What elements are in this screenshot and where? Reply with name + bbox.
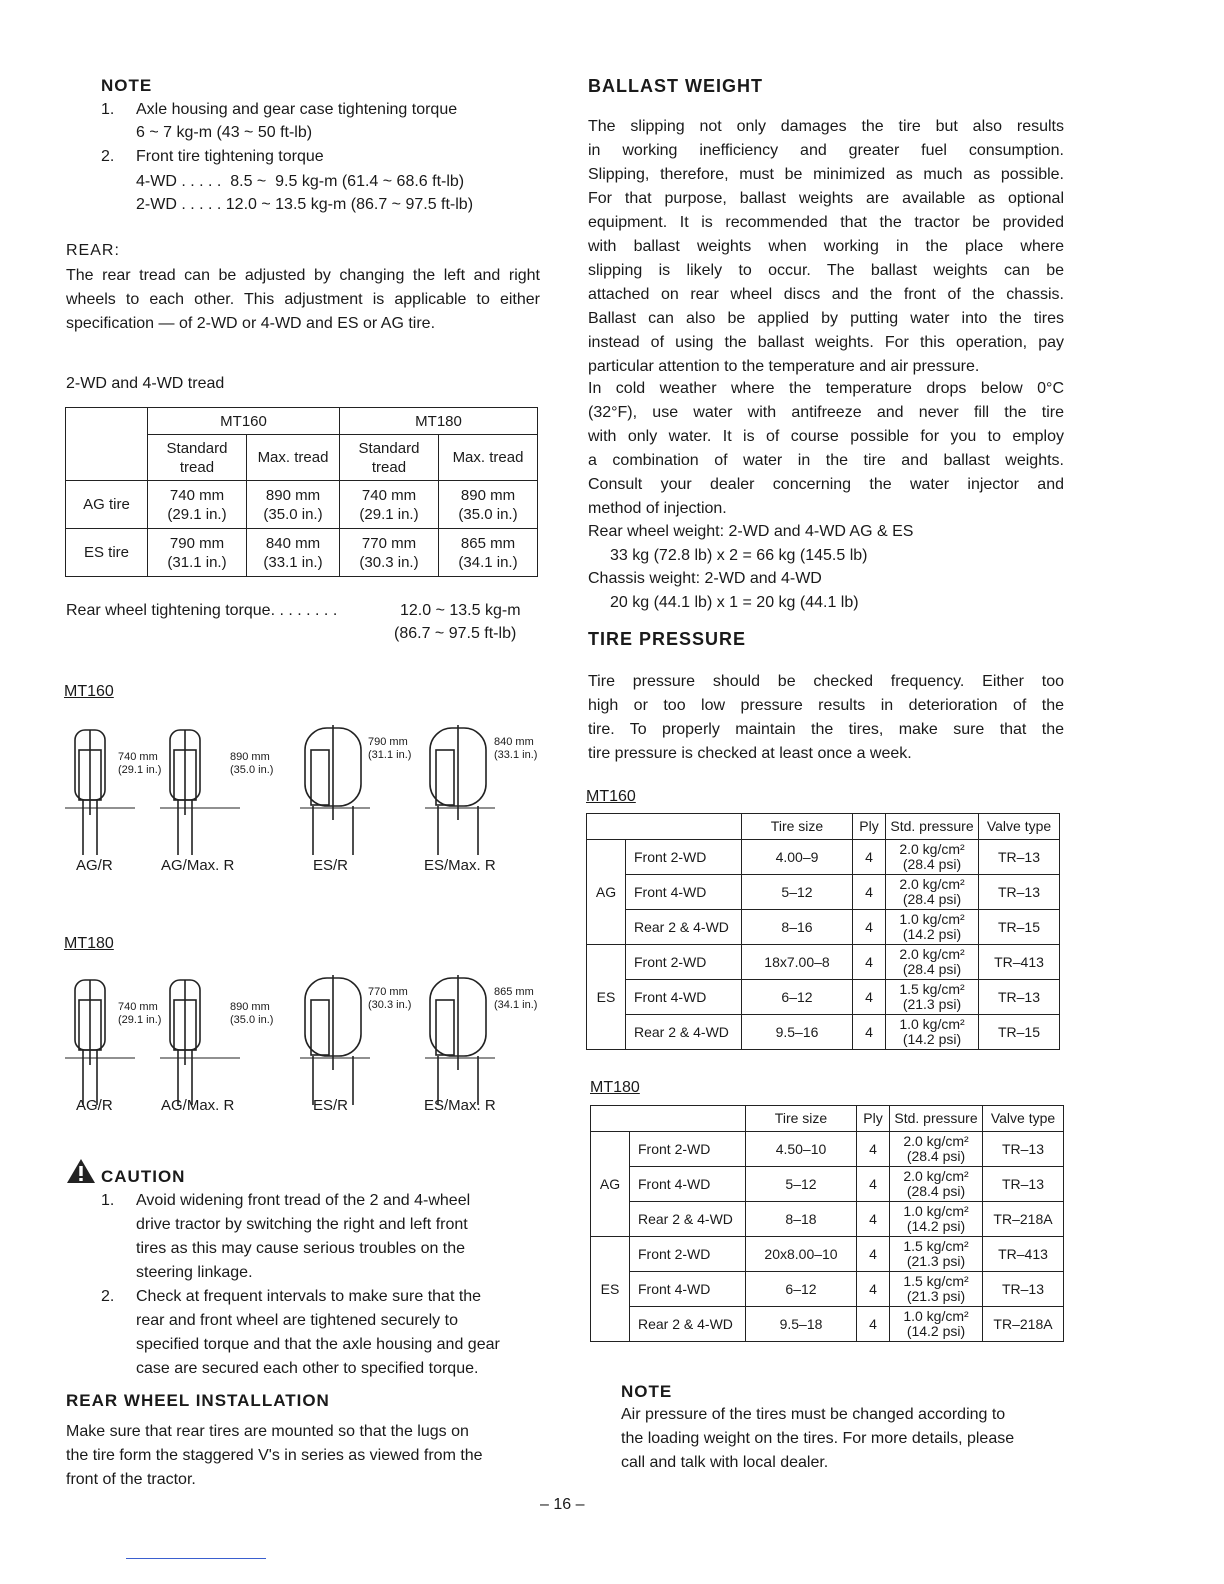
tp-position: Rear 2 & 4-WD	[626, 910, 742, 945]
tp-pressure	[890, 1132, 983, 1167]
rwi-title: REAR WHEEL INSTALLATION	[66, 1391, 330, 1410]
tp-pressure-metric: 1.0 kg/cm²	[899, 1016, 965, 1032]
note-item-2-sub2: 2-WD . . . . . 12.0 ~ 13.5 kg-m (86.7 ~ 97.5 ft-lb)	[136, 196, 474, 213]
tp-group-label: ES	[587, 945, 626, 1050]
tp-position: Front 4-WD	[626, 875, 742, 910]
tread-cell: 740 mm (29.1 in.)	[148, 481, 247, 529]
tread-model-mt180: MT180	[340, 408, 538, 435]
tp-position: Front 2-WD	[626, 840, 742, 875]
note-item-2-sub1: 4-WD . . . . . 8.5 ~ 9.5 kg-m (61.4 ~ 68.6 ft-lb)	[136, 173, 465, 190]
tp-group-label: ES	[591, 1237, 630, 1342]
rear-paragraph: The rear tread can be adjusted by changing the left and right wheels to each other. This adjustment is applicable to either specification — of 2-WD or 4-WD and ES or AG tire.	[66, 267, 540, 332]
tp-valve-type: TR–413	[979, 945, 1060, 980]
caution-item-2-num: 2.	[101, 1288, 115, 1305]
tread-diagram-label: AG/R	[76, 857, 113, 874]
tread-cell: 840 mm (33.1 in.)	[247, 529, 340, 577]
tp-pressure-metric: 2.0 kg/cm²	[903, 1133, 969, 1149]
tread-diagram-label: AG/R	[76, 1097, 113, 1114]
tp-pressure-psi: (14.2 psi)	[902, 926, 962, 942]
tread-cell: 890 mm (35.0 in.)	[247, 481, 340, 529]
tp-header-cell: Std. pressure	[890, 1106, 983, 1132]
rear-title: REAR:	[66, 242, 120, 259]
tp-group-label: AG	[591, 1132, 630, 1237]
tread-col-header: Max. tread	[247, 435, 340, 481]
tp-row	[587, 840, 1060, 875]
tp-ply: 4	[857, 1202, 890, 1237]
caution-item-1-num: 1.	[101, 1192, 115, 1209]
tread-row-label: AG tire	[66, 481, 148, 529]
note-item-2-text: Front tire tightening torque	[136, 148, 324, 165]
tread-col-header: Standard tread	[340, 435, 439, 481]
tp-header-blank	[591, 1106, 746, 1132]
note-item-1-text: Axle housing and gear case tightening torque	[136, 101, 458, 118]
tread-row-label: ES tire	[66, 529, 148, 577]
tread-diagram-label: ES/R	[313, 857, 349, 874]
caution-item-2: Check at frequent intervals to make sure that the rear and front wheel are tightened securely to specified torque and that the axle housing and gear case are secured each other to specified torque.	[136, 1288, 500, 1377]
tp-header-cell: Tire size	[742, 814, 853, 840]
tp-position: Front 4-WD	[630, 1167, 746, 1202]
tp-header-cell: Std. pressure	[886, 814, 979, 840]
tp-valve-type: TR–15	[979, 910, 1060, 945]
tp-row	[591, 1272, 1064, 1307]
tp-pressure	[886, 980, 979, 1015]
tp-position: Front 2-WD	[630, 1237, 746, 1272]
tp-valve-type: TR–13	[979, 840, 1060, 875]
tp-row	[587, 910, 1060, 945]
ballast-line: instead of using the ballast weights. For this operation, pay	[588, 334, 1064, 351]
tp-pressure	[890, 1237, 983, 1272]
tread-cell: 790 mm (31.1 in.)	[148, 529, 247, 577]
tp-tire-size: 5–12	[746, 1167, 857, 1202]
tp-tire-size: 4.00–9	[742, 840, 853, 875]
tp-row	[591, 1307, 1064, 1342]
tread-col-header: Standard tread	[148, 435, 247, 481]
caution-item-1: Avoid widening front tread of the 2 and 4-wheel drive tractor by switching the right and left front tires as this may cause serious troubles on the steering linkage.	[136, 1192, 471, 1281]
ballast-line: with ballast weights when working in the place where	[588, 238, 1064, 255]
tp-pressure-metric: 1.0 kg/cm²	[903, 1203, 969, 1219]
note-item-1-num: 1.	[101, 101, 115, 118]
tp-position: Rear 2 & 4-WD	[630, 1307, 746, 1342]
diagram-model: MT180	[64, 935, 114, 952]
tp-valve-type: TR–15	[979, 1015, 1060, 1050]
tp-pressure-psi: (28.4 psi)	[906, 1148, 966, 1164]
tp-valve-type: TR–13	[983, 1272, 1064, 1307]
ballast-line: with only water. It is of course possible for you to employ	[588, 428, 1064, 445]
tread-table-corner-lower	[66, 435, 148, 481]
rear-weight-value: 33 kg (72.8 lb) x 2 = 66 kg (145.5 lb)	[610, 547, 868, 564]
tp-pressure-metric: 2.0 kg/cm²	[899, 841, 965, 857]
tp-tire-size: 4.50–10	[746, 1132, 857, 1167]
tp-tire-size: 6–12	[742, 980, 853, 1015]
tp-pressure	[886, 910, 979, 945]
tp-pressure-metric: 2.0 kg/cm²	[899, 946, 965, 962]
ballast-line: Slipping, therefore, must be minimized as much as possible.	[588, 166, 1064, 183]
tp-pressure-psi: (28.4 psi)	[906, 1183, 966, 1199]
tp-position: Front 2-WD	[630, 1132, 746, 1167]
tp-header-cell: Valve type	[979, 814, 1060, 840]
tp-position: Rear 2 & 4-WD	[626, 1015, 742, 1050]
rwi-text: Make sure that rear tires are mounted so that the lugs on the tire form the staggered V's in series as viewed from the front of the tractor.	[66, 1423, 483, 1488]
tire-pressure-title: TIRE PRESSURE	[588, 629, 747, 649]
tp-ply: 4	[853, 945, 886, 980]
tread-diagram-label: ES/Max. R	[424, 1097, 496, 1114]
torque-value-1: 12.0 ~ 13.5 kg-m	[400, 602, 521, 619]
caution-title: CAUTION	[101, 1167, 186, 1186]
tp-header-cell: Valve type	[983, 1106, 1064, 1132]
tire-pressure-table	[590, 1105, 1064, 1342]
tread-model-mt160: MT160	[148, 408, 340, 435]
tp-pressure-metric: 1.0 kg/cm²	[899, 911, 965, 927]
ballast-title: BALLAST WEIGHT	[588, 76, 763, 96]
tp-pressure-psi: (14.2 psi)	[906, 1218, 966, 1234]
tp-valve-type: TR–413	[983, 1237, 1064, 1272]
tp-pressure-psi: (14.2 psi)	[906, 1323, 966, 1339]
tp-pressure-metric: 1.5 kg/cm²	[903, 1238, 969, 1254]
tire-pressure-line: high or too low pressure results in deterioration of the	[588, 697, 1064, 714]
ballast-line: The slipping not only damages the tire but also results	[588, 118, 1064, 135]
tp-ply: 4	[853, 980, 886, 1015]
tp-tire-size: 20x8.00–10	[746, 1237, 857, 1272]
tp-header-cell: Ply	[857, 1106, 890, 1132]
tp-row	[587, 875, 1060, 910]
tp-valve-type: TR–13	[979, 980, 1060, 1015]
tp-pressure-psi: (21.3 psi)	[906, 1253, 966, 1269]
tp-pressure-metric: 1.5 kg/cm²	[899, 981, 965, 997]
tread-table-corner	[66, 408, 148, 435]
tread-table-caption: 2-WD and 4-WD tread	[66, 375, 225, 392]
tp-position: Front 4-WD	[626, 980, 742, 1015]
tp-ply: 4	[853, 1015, 886, 1050]
tp-ply: 4	[857, 1272, 890, 1307]
tp-pressure	[890, 1272, 983, 1307]
tread-cell: 740 mm (29.1 in.)	[340, 481, 439, 529]
tread-cell: 770 mm (30.3 in.)	[340, 529, 439, 577]
tp-position: Rear 2 & 4-WD	[630, 1202, 746, 1237]
tire-pressure-line: tire pressure is checked at least once a week.	[588, 745, 912, 762]
ballast-line: Ballast can also be applied by putting water into the tires	[588, 310, 1064, 327]
tp-pressure	[886, 840, 979, 875]
tp-position: Front 4-WD	[630, 1272, 746, 1307]
note2-title: NOTE	[621, 1382, 673, 1401]
tread-dimension-label: 840 mm (33.1 in.)	[494, 736, 538, 761]
tp-pressure-metric: 2.0 kg/cm²	[899, 876, 965, 892]
tread-table	[65, 407, 538, 577]
tread-dimension-label: 740 mm (29.1 in.)	[118, 751, 162, 776]
tp-tire-size: 8–18	[746, 1202, 857, 1237]
ballast-line: slipping is likely to occur. The ballast weights can be	[588, 262, 1064, 279]
tp-pressure-metric: 1.5 kg/cm²	[903, 1273, 969, 1289]
tp-pressure-psi: (28.4 psi)	[902, 891, 962, 907]
tp-row	[591, 1202, 1064, 1237]
ballast-line: (32°F), use water with antifreeze and never fill the tire	[588, 404, 1064, 421]
chassis-weight-value: 20 kg (44.1 lb) x 1 = 20 kg (44.1 lb)	[610, 594, 859, 611]
tp-valve-type: TR–13	[979, 875, 1060, 910]
page-number: – 16 –	[540, 1496, 585, 1513]
tp-row	[587, 945, 1060, 980]
tp-row	[591, 1167, 1064, 1202]
tire-pressure-line: tire. To properly maintain the tires, make sure that the	[588, 721, 1064, 738]
tp-row	[587, 980, 1060, 1015]
tread-diagram-label: AG/Max. R	[161, 1097, 235, 1114]
tp-ply: 4	[857, 1237, 890, 1272]
tread-cell: 890 mm (35.0 in.)	[439, 481, 538, 529]
tread-diagram-label: AG/Max. R	[161, 857, 235, 874]
tp-header-cell: Tire size	[746, 1106, 857, 1132]
note2-text: Air pressure of the tires must be changed according to the loading weight on the tires. For more details, please call and talk with local dealer.	[621, 1406, 1015, 1471]
ballast-line: a combination of water in the tire and ballast weights.	[588, 452, 1064, 469]
tp-ply: 4	[857, 1307, 890, 1342]
tp-group-label: AG	[587, 840, 626, 945]
tp-pressure	[890, 1202, 983, 1237]
tp-pressure-psi: (28.4 psi)	[902, 856, 962, 872]
tp-position: Front 2-WD	[626, 945, 742, 980]
rear-weight-label: Rear wheel weight: 2-WD and 4-WD AG & ES	[588, 523, 914, 540]
tread-diagram-label: ES/R	[313, 1097, 349, 1114]
tp-valve-type: TR–13	[983, 1132, 1064, 1167]
tread-dimension-label: 890 mm (35.0 in.)	[230, 1001, 274, 1026]
warning-icon	[66, 1158, 96, 1184]
tread-diagram-drawing	[60, 720, 550, 855]
tire-pressure-table	[586, 813, 1060, 1050]
tp-ply: 4	[853, 875, 886, 910]
tp-ply: 4	[857, 1167, 890, 1202]
ballast-line: attached on rear wheel discs and the front of the chassis.	[588, 286, 1064, 303]
tread-dimension-label: 790 mm (31.1 in.)	[368, 736, 412, 761]
ballast-line: method of injection.	[588, 500, 727, 517]
ballast-line: Consult your dealer concerning the water injector and	[588, 476, 1064, 493]
tread-diagram-label: ES/Max. R	[424, 857, 496, 874]
tp-pressure-metric: 2.0 kg/cm²	[903, 1168, 969, 1184]
note-item-1-sub: 6 ~ 7 kg-m (43 ~ 50 ft-lb)	[136, 124, 313, 141]
tread-dimension-label: 740 mm (29.1 in.)	[118, 1001, 162, 1026]
tp-pressure-metric: 1.0 kg/cm²	[903, 1308, 969, 1324]
tp-tire-size: 6–12	[746, 1272, 857, 1307]
ballast-line: For that purpose, ballast weights are available as optional	[588, 190, 1064, 207]
tp-pressure	[886, 875, 979, 910]
tp-tire-size: 8–16	[742, 910, 853, 945]
tread-dimension-label: 865 mm (34.1 in.)	[494, 986, 538, 1011]
tp-tire-size: 9.5–16	[742, 1015, 853, 1050]
tp-valve-type: TR–13	[983, 1167, 1064, 1202]
tp-pressure-psi: (21.3 psi)	[902, 996, 962, 1012]
tp-row	[591, 1132, 1064, 1167]
torque-label: Rear wheel tightening torque. . . . . . . .	[66, 602, 338, 619]
note-title: NOTE	[101, 76, 153, 95]
tp-row	[587, 1015, 1060, 1050]
tp-pressure	[890, 1307, 983, 1342]
tp-pressure	[886, 1015, 979, 1050]
tp-ply: 4	[853, 840, 886, 875]
tp-tire-size: 5–12	[742, 875, 853, 910]
diagram-model: MT160	[64, 683, 114, 700]
tp-header-cell: Ply	[853, 814, 886, 840]
tire-pressure-line: Tire pressure should be checked frequency. Either too	[588, 673, 1064, 690]
tp-pressure-psi: (14.2 psi)	[902, 1031, 962, 1047]
scan-artifact-line	[126, 1558, 266, 1559]
tp-pressure	[886, 945, 979, 980]
tp-header-blank	[587, 814, 742, 840]
ballast-text-2	[588, 377, 1064, 521]
tread-dimension-label: 770 mm (30.3 in.)	[368, 986, 412, 1011]
chassis-weight-label: Chassis weight: 2-WD and 4-WD	[588, 570, 822, 587]
tp-ply: 4	[853, 910, 886, 945]
ballast-line: equipment. It is recommended that the tractor be provided	[588, 214, 1064, 231]
tp-row	[591, 1237, 1064, 1272]
ballast-line: in working inefficiency and greater fuel consumption.	[588, 142, 1064, 159]
ballast-line: In cold weather where the temperature drops below 0°C	[588, 380, 1064, 397]
torque-value-2: (86.7 ~ 97.5 ft-lb)	[394, 625, 517, 642]
ballast-line: particular attention to the temperature and air pressure.	[588, 358, 980, 375]
tp-pressure-psi: (28.4 psi)	[902, 961, 962, 977]
tp-ply: 4	[857, 1132, 890, 1167]
note-item-2-num: 2.	[101, 148, 115, 165]
tread-cell: 865 mm (34.1 in.)	[439, 529, 538, 577]
tread-col-header: Max. tread	[439, 435, 538, 481]
tp-tire-size: 9.5–18	[746, 1307, 857, 1342]
tp-table-model: MT180	[590, 1079, 640, 1096]
tread-diagram-drawing	[60, 970, 550, 1105]
ballast-text-1	[588, 115, 1064, 379]
tp-pressure-psi: (21.3 psi)	[906, 1288, 966, 1304]
tp-table-model: MT160	[586, 788, 636, 805]
tp-tire-size: 18x7.00–8	[742, 945, 853, 980]
tp-valve-type: TR–218A	[983, 1202, 1064, 1237]
tp-valve-type: TR–218A	[983, 1307, 1064, 1342]
tire-pressure-text	[588, 670, 1064, 766]
tp-pressure	[890, 1167, 983, 1202]
tread-dimension-label: 890 mm (35.0 in.)	[230, 751, 274, 776]
